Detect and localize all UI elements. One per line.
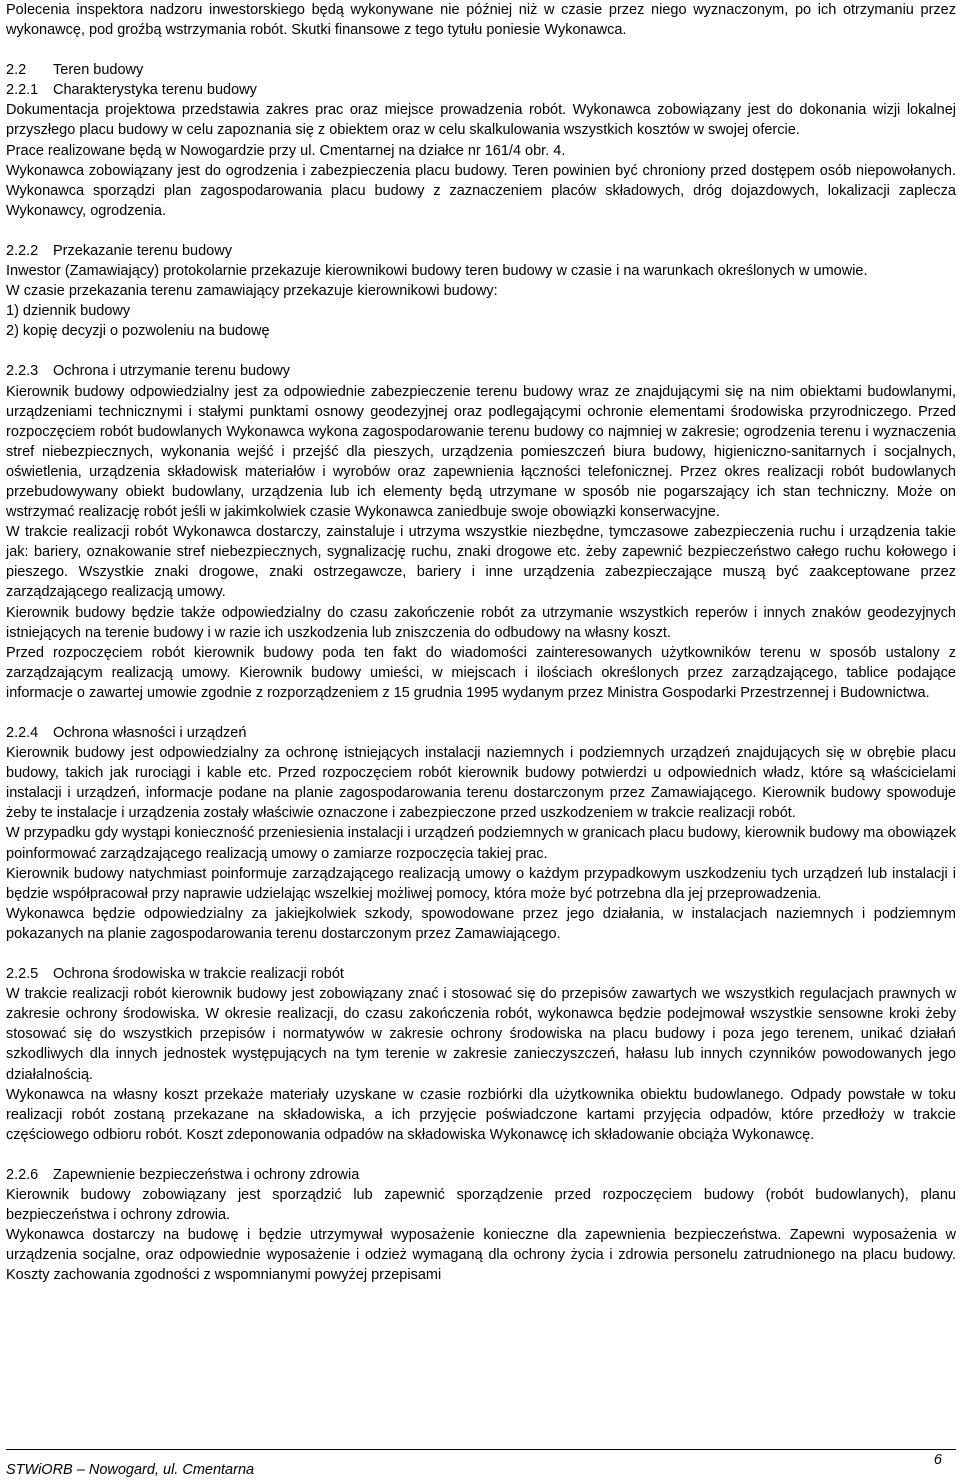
section-number: 2.2.5	[6, 966, 39, 983]
section-title: Przekazanie terenu budowy	[53, 242, 232, 259]
paragraph: W trakcie realizacji robót kierownik budowy jest zobowiązany znać i stosować się do przepisów zawartych we wszystkich regulacjach prawnych w zakresie ochrony środowiska. W okresie realizacji, do czasu zakończenia robót, wykonawca będzie podejmował wszystkie sensowne kroki żeby stosować się do wszystkich przepisów i normatywów w zakresie ochrony środowiska na placu budowy i poza jego terenem, unikać działań szkodliwych dla innych jednostek występujących na tym terenie w zakresie zanieczyszczeń, hałasu lub innych czynników powodowanych jego działalnością.	[6, 986, 956, 1083]
list-item: 2) kopię decyzji o pozwoleniu na budowę	[6, 323, 270, 340]
spacer	[6, 1145, 956, 1165]
section-heading-2-2-6	[6, 1165, 956, 1185]
section-number: 2.2.4	[6, 725, 39, 741]
document-page	[6, 0, 956, 1285]
paragraph: Kierownik budowy jest odpowiedzialny za ochronę istniejących instalacji naziemnych i podziemnych urządzeń znajdujących się w obrębie placu budowy, takich jak rurociągi i kable etc. Przed rozpoczęciem robót kierownik budowy potwierdzi u odpowiednich władz, które są właścicielami instalacji i urządzeń, informacje podane na planie zagospodarowania terenu dostarczonym przez Zamawiającego. Kierownik budowy spowoduje żeby te instalacje i urządzenia zostały właściwie oznaczone i zabezpieczone przed uszkodzeniem w trakcie realizacji robót.	[6, 745, 956, 822]
section-number: 2.2.1	[6, 82, 39, 99]
paragraph: Przed rozpoczęciem robót kierownik budowy poda ten fakt do wiadomości zainteresowanych użytkowników terenu w sposób ustalony z zarządzającym realizacją umowy. Kierownik budowy umieści, w miejscach i ilościach określonych przez zarządzającego, tablice podające informacje o zawartej umowie zgodnie z rozporządzeniem z 15 grudnia 1995 wydanym przez Ministra Gospodarki Przestrzennej i Budownictwa.	[6, 644, 956, 701]
paragraph: W czasie przekazania terenu zamawiający przekazuje kierownikowi budowy:	[6, 283, 498, 300]
page-footer	[6, 1449, 956, 1479]
list-item: 1) dziennik budowy	[6, 303, 131, 320]
spacer	[6, 944, 956, 964]
paragraph: Wykonawca zobowiązany jest do ogrodzenia i zabezpieczenia placu budowy. Teren powinien być chroniony przed dostępem osób niepowołanych. Wykonawca sporządzi plan zagospodarowania placu budowy z zaznaczeniem placów składowych, dróg dojazdowych, lokalizacji zaplecza Wykonawcy, ogrodzenia.	[6, 162, 956, 219]
paragraph: Wykonawca dostarczy na budowę i będzie utrzymywał wyposażenie konieczne dla zapewnienia bezpieczeństwa. Zapewni wyposażenia w urządzenia socjalne, oraz odpowiednie wyposażenie i odzież wymaganą dla ochrony życia i zdrowia personelu zatrudnionego na placu budowy. Koszty zachowania zgodności z wspomnianymi powyżej przepisami	[6, 1227, 956, 1284]
paragraph: Kierownik budowy odpowiedzialny jest za odpowiednie zabezpieczenie terenu budowy wraz ze znajdującymi się na nim obiektami budowlanymi, urządzeniami technicznymi i stałymi punktami osnowy geodezyjnej oraz podlegającymi ochronie elementami środowiska przyrodniczego. Przed rozpoczęciem robót budowlanych Wykonawca wykona zagospodarowanie terenu budowy co najmniej w zakresie; ogrodzenia terenu i wyznaczenia stref niebezpiecznych, wykonania wejść i przejść dla pieszych, urządzenia pomieszczeń biura budowy, higieniczno-sanitarnych i socjalnych, oświetlenia, urządzenia składowisk materiałów i wyrobów oraz zapewnienia łączności telefonicznej. Przez okres realizacji robót budowlanych przebudowywany obiekt budowlany, urządzenia lub ich elementy będą utrzymane w sposób nie pogarszający ich stan techniczny. Może on wstrzymać realizację robót jeśli w jakimkolwiek czasie Wykonawca zaniedbuje swoje obowiązki konserwacyjne.	[6, 383, 956, 521]
spacer	[6, 341, 956, 361]
spacer	[6, 40, 956, 60]
section-title: Ochrona własności i urządzeń	[53, 725, 247, 741]
section-title: Charakterystyka terenu budowy	[53, 82, 257, 99]
paragraph: W przypadku gdy wystąpi konieczność przeniesienia instalacji i urządzeń podziemnych w granicach placu budowy, kierownik budowy ma obowiązek poinformować zarządzającego realizacją umowy o zamiarze rozpoczęcia takiej prac.	[6, 825, 956, 862]
section-heading-2-2-5	[6, 964, 956, 984]
section-number: 2.2.3	[6, 363, 39, 380]
paragraph: Prace realizowane będą w Nowogardzie przy ul. Cmentarnej na działce nr 161/4 obr. 4.	[6, 142, 566, 159]
paragraph: Dokumentacja projektowa przedstawia zakres prac oraz miejsce prowadzenia robót. Wykonawca zobowiązany jest do dokonania wizji lokalnej przyszłego placu budowy w celu zapoznania się z obiektem oraz w celu skalkulowania wszystkich kosztów w swojej ofercie.	[6, 102, 956, 139]
section-heading-2-2-4	[6, 723, 956, 743]
section-title: Ochrona i utrzymanie terenu budowy	[53, 363, 290, 380]
section-heading-2-2	[6, 60, 956, 80]
page-number: 6	[933, 1452, 942, 1468]
spacer	[6, 703, 956, 723]
section-heading-2-2-2	[6, 241, 956, 261]
section-number: 2.2	[6, 62, 27, 79]
section-heading-2-2-3	[6, 361, 956, 381]
paragraph: Kierownik budowy będzie także odpowiedzialny do czasu zakończenie robót za utrzymanie wszystkich reperów i innych znaków geodezyjnych istniejących na terenie budowy i w razie ich uszkodzenia lub zniszczenia do odbudowy na własny koszt.	[6, 604, 956, 641]
section-heading-2-2-1	[6, 80, 956, 100]
paragraph: Wykonawca będzie odpowiedzialny za jakiejkolwiek szkody, spowodowane przez jego działania, w instalacjach naziemnych i podziemnym pokazanych na planie zagospodarowania terenu dostarczonym przez Zamawiającego.	[6, 905, 956, 942]
intro-paragraph: Polecenia inspektora nadzoru inwestorskiego będą wykonywane nie później niż w czasie przez niego wyznaczonym, po ich otrzymaniu przez wykonawcę, pod groźbą wstrzymania robót. Skutki finansowe z tego tytułu poniesie Wykonawca.	[6, 2, 956, 39]
section-title: Zapewnienie bezpieczeństwa i ochrony zdrowia	[53, 1166, 360, 1183]
footer-title: STWiORB – Nowogard, ul. Cmentarna	[6, 1462, 255, 1478]
section-number: 2.2.6	[6, 1166, 39, 1183]
paragraph: Wykonawca na własny koszt przekaże materiały uzyskane w czasie rozbiórki dla użytkownika obiektu budowlanego. Odpady powstałe w toku realizacji robót zostaną przekazane na składowiska, a ich przyjęcie poświadczone kartami przyjęcia odpadów, które przedłoży w trakcie częściowego odbioru robót. Koszt zdeponowania odpadów na składowiska Wykonawcę ich składowanie obciąża Wykonawcę.	[6, 1086, 956, 1143]
paragraph: Inwestor (Zamawiający) protokolarnie przekazuje kierownikowi budowy teren budowy w czasie i na warunkach określonych w umowie.	[6, 263, 868, 280]
footer-rule	[6, 1449, 956, 1450]
section-title: Teren budowy	[53, 62, 144, 79]
section-title: Ochrona środowiska w trakcie realizacji robót	[53, 966, 344, 983]
paragraph: Kierownik budowy zobowiązany jest sporządzić lub zapewnić sporządzenie przed rozpoczęciem budowy (robót budowlanych), planu bezpieczeństwa i ochrony zdrowia.	[6, 1186, 956, 1224]
paragraph: W trakcie realizacji robót Wykonawca dostarczy, zainstaluje i utrzyma wszystkie niezbędne, tymczasowe zabezpieczenia ruchu i urządzenia takie jak: bariery, oznakowanie stref niebezpiecznych, sygnalizację ruchu, znaki drogowe etc. żeby zapewnić bezpieczeństwo całego ruchu kołowego i pieszego. Wszystkie znaki drogowe, znaki ostrzegawcze, bariery i inne urządzenia zabezpieczające muszą być zaakceptowane przez zarządzającego realizacją umowy.	[6, 524, 956, 601]
paragraph: Kierownik budowy natychmiast poinformuje zarządzającego realizacją umowy o każdym przypadkowym uszkodzeniu tych urządzeń lub instalacji i będzie współpracował przy naprawie udzielając wszelkiej możliwej pomocy, która może być potrzebna dla jej przeprowadzenia.	[6, 865, 956, 902]
section-number: 2.2.2	[6, 242, 39, 259]
spacer	[6, 221, 956, 241]
